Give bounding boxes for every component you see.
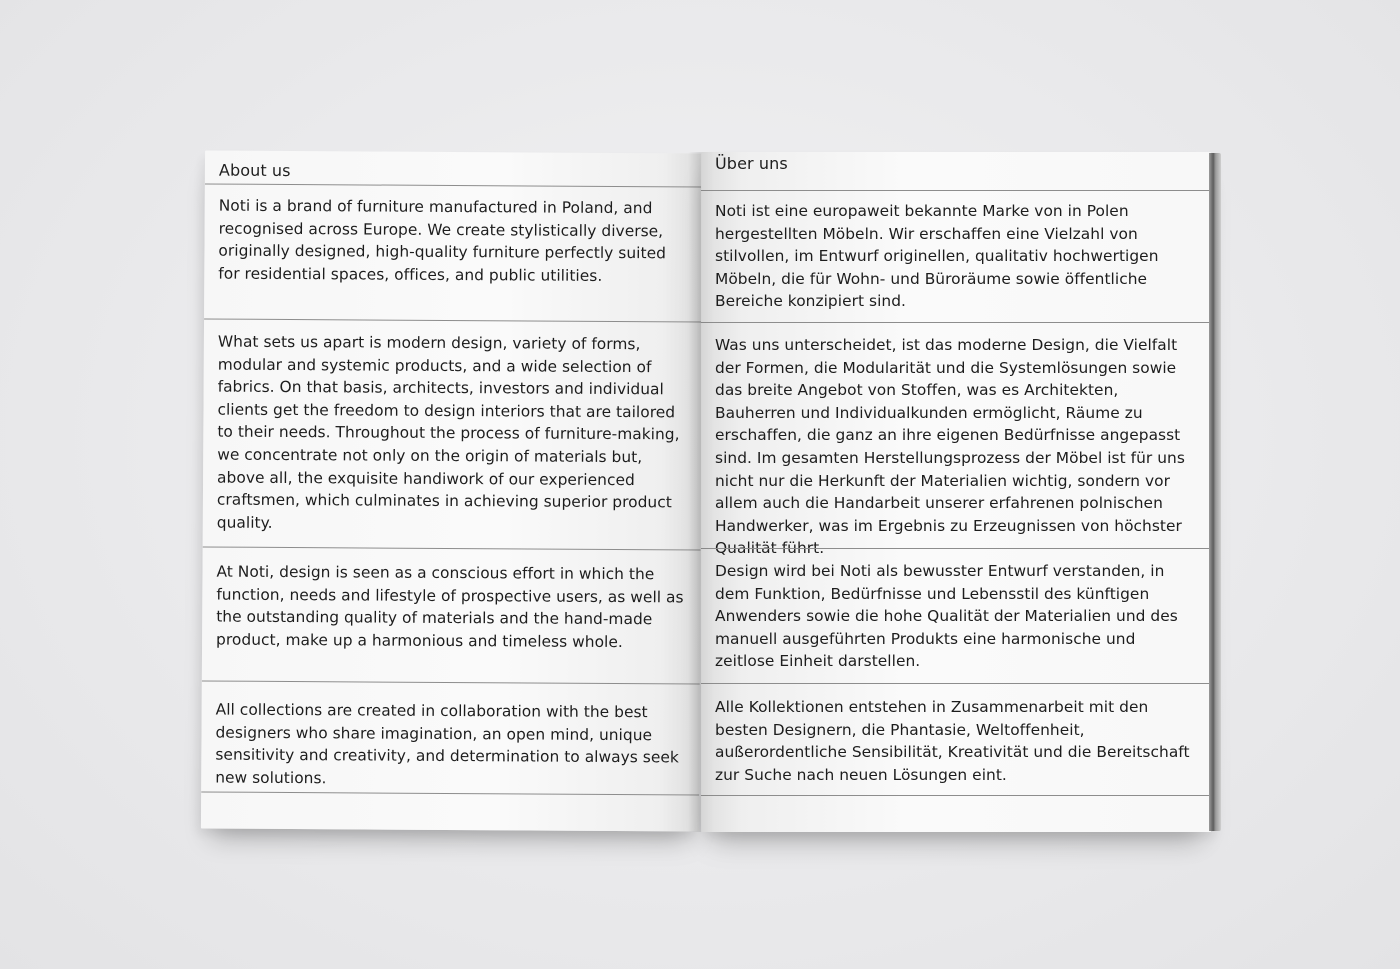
left-paragraph-1: Noti is a brand of furniture manufactured in Poland, and recognised across Europe. We create stylistically diverse, originally designed, high-quality furniture perfectly suited for residential spaces, offices, and public utilities. xyxy=(218,196,666,285)
right-page-heading: Über uns xyxy=(715,154,788,173)
right-paragraph-4: Alle Kollektionen entstehen in Zusammenarbeit mit den besten Designern, die Phantasie, Weltoffenheit, außerordentliche Sensibilität, Kreativität und die Bereitschaft zur Suche nach neuen Lösungen eint. xyxy=(715,698,1190,784)
divider-rule xyxy=(701,683,1211,684)
divider-rule xyxy=(202,680,700,684)
left-paragraph-2: What sets us apart is modern design, variety of forms, modular and systemic products, and a wide selection of fabrics. On that basis, architects, investors and individual clients get the freedom to design interiors that are tailored to their needs. Throughout the process of furniture-making, we concentrate not only on the origin of materials but, above all, the exquisite handiwork of our experienced craftsmen, which culminates in achieving superior product quality. xyxy=(216,332,680,532)
left-paragraph-4: All collections are created in collaboration with the best designers who share imagination, an open mind, unique sensitivity and creativity, and determination to always seek new solutions. xyxy=(215,700,679,788)
divider-rule xyxy=(203,546,701,550)
right-paragraph-1: Noti ist eine europaweit bekannte Marke von in Polen hergestellten Möbeln. Wir erschaffen eine Vielzahl von stilvollen, im Entwurf originellen, qualitativ hochwertigen Möbeln, die für Wohn- und Büroräume sowie öffentliche Bereiche konzipiert sind. xyxy=(715,202,1159,311)
divider-rule xyxy=(204,318,702,322)
left-page xyxy=(201,150,703,831)
left-page-heading: About us xyxy=(218,160,291,181)
left-paragraph-3: At Noti, design is seen as a conscious effort in which the function, needs and lifestyle of prospective users, as well as the outstanding quality of materials and the hand-made product, make up a harmonious and timeless whole. xyxy=(216,562,684,651)
right-paragraph-2: Was uns unterscheidet, ist das moderne Design, die Vielfalt der Formen, die Modularität und die Systemlösungen sowie das breite Angebot von Stoffen, was es Architekten, Bauherren und Individualkunden ermöglicht, Räume zu erschaffen, die ganz an ihre eigenen Bedürfnisse angepasst sind. Im gesamten Herstellungsprozess der Möbel ist für uns nicht nur die Herkunft der Materialien wichtig, sondern vor allem auch die Handarbeit unserer erfahrenen polnischen Handwerker, was im Ergebnis zu Erzeugnissen von höchster Qualität führt. xyxy=(715,336,1185,558)
divider-rule xyxy=(701,795,1211,796)
divider-rule xyxy=(701,190,1211,191)
divider-rule xyxy=(701,322,1211,323)
divider-rule xyxy=(205,183,703,187)
divider-rule xyxy=(701,548,1211,549)
right-page xyxy=(701,152,1211,832)
page-stack-edge xyxy=(1209,153,1221,831)
right-paragraph-3: Design wird bei Noti als bewusster Entwurf verstanden, in dem Funktion, Bedürfnisse und Lebensstil des künftigen Anwenders sowie die hohe Qualität der Materialien und des manuell ausgeführten Produkts eine harmonische und zeitlose Einheit darstellen. xyxy=(715,562,1178,671)
divider-rule xyxy=(201,791,699,795)
